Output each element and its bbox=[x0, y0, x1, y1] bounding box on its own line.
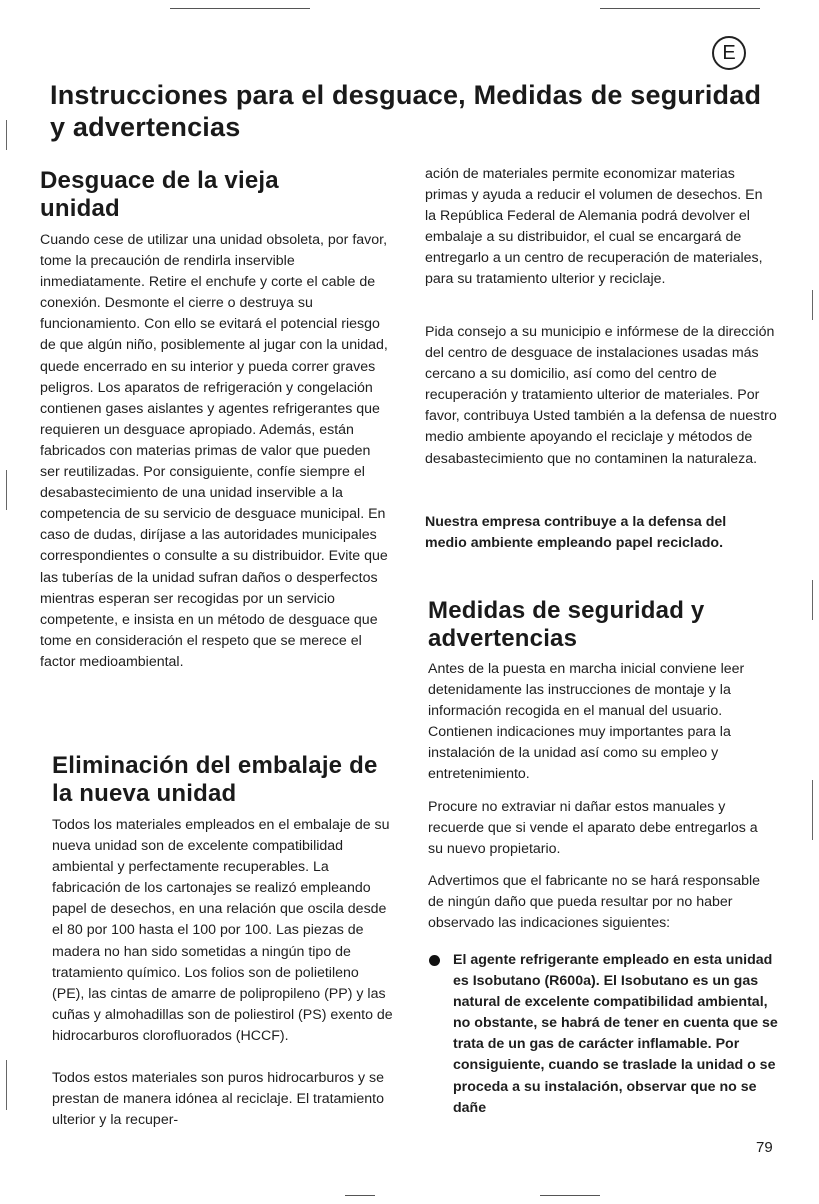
top-rule bbox=[170, 8, 310, 9]
bullet-item-refrigerant bbox=[425, 950, 779, 1119]
bottom-rule bbox=[540, 1195, 600, 1196]
packaging-paragraph-2: Todos estos materiales son puros hidrocarburos y se prestan de manera idónea al reciclaje. El tratamiento ulterior y la recuper- bbox=[52, 1070, 385, 1129]
bottom-rule bbox=[345, 1195, 375, 1196]
section-heading-packaging: Eliminación del embalaje de la nueva unidad bbox=[52, 752, 378, 808]
packaging-paragraph: Todos los materiales empleados en el embalaje de su nueva unidad son de excelente compatibilidad ambiental y perfectamente recuperables. La fabricación de los cartonajes se realizó empleando papel de desechos, en una relación que oscila desde el 80 por 100 hasta el 100 por 100. Las piezas de madera no han sido sometidas a ningún tipo de tratamiento químico. Los folios son de polietileno (PE), las cintas de amarre de polipropileno (PP) y las cuñas y almohadillas son de poliestirol (PS) exento de hidrocarburos clorofluorados (HCCF). bbox=[52, 817, 393, 1044]
right-edge-mark bbox=[812, 780, 813, 840]
bullet-text: El agente refrigerante empleado en esta unidad es Isobutano (R600a). El Isobutano es un gas natural de excelente compatibilidad ambiental, no obstante, se habrá de tener en cuenta que se trata de un gas de carácter inflamable. Por consiguiente, cuando se traslade la unidad o se proceda a su instalación, observar que no se dañe bbox=[453, 952, 778, 1116]
liability-paragraph: Advertimos que el fabricante no se hará responsable de ningún daño que pueda resultar por no haber observado las indicaciones siguientes: bbox=[428, 873, 761, 932]
disposal-paragraph: Cuando cese de utilizar una unidad obsoleta, por favor, tome la precaución de rendirla inservible inmediatamente. Retire el enchufe y corte el cable de conexión. Desmonte el cierre o destruya su funcionamiento. Con ello se evitará el potencial riesgo de que algún niño, posiblemente al jugar con la unidad, quede encerrado en su interior y pueda correr graves peligros. Los aparatos de refrigeración y congelación contienen gases aislantes y agentes refrigerantes que requieren un desguace apropiado. Además, están fabricados con materias primas de valor que pueden ser reutilizadas. Por consiguiente, confíe siempre el desabastecimiento de una unidad inservible a la competencia de su servicio de desguace municipal. En caso de dudas, diríjase a las autoridades municipales correspondientes o consulte a su distribuidor. Evite que las tuberías de la unidad sufran daños o desperfectos mientras esperan ser recogidas por un servicio competente, e insista en un método de desguace que tome en consideración el respeto que se merece el factor medioambiental. bbox=[40, 232, 388, 670]
recycled-paper-statement: Nuestra empresa contribuye a la defensa del medio ambiente empleando papel reciclado. bbox=[425, 514, 727, 552]
section-heading-disposal: Desguace de la vieja unidad bbox=[40, 167, 279, 223]
recycling-paragraph: ación de materiales permite economizar materias primas y ayuda a reducir el volumen de desechos. En la República Federal de Alemania podrá devolver el embalaje a su distribuidor, el cual se encargará de entregarlo a un centro de recuperación de materiales, para su tratamiento ulterior y reciclaje. bbox=[425, 166, 763, 288]
language-badge: E bbox=[712, 36, 746, 70]
section-heading-safety: Medidas de seguridad y advertencias bbox=[428, 597, 705, 653]
left-edge-mark bbox=[6, 1060, 7, 1110]
left-edge-mark bbox=[6, 120, 7, 150]
left-edge-mark bbox=[6, 470, 7, 510]
manual-keep-paragraph: Procure no extraviar ni dañar estos manuales y recuerde que si vende el aparato debe entregarlos a su nuevo propietario. bbox=[428, 799, 758, 858]
bullet-dot-icon bbox=[429, 955, 440, 966]
right-edge-mark bbox=[812, 290, 813, 320]
municipal-advice-paragraph: Pida consejo a su municipio e infórmese de la dirección del centro de desguace de instalaciones usadas más cercano a su domicilio, así como del centro de recuperación y tratamiento ulterior de materiales. Por favor, contribuya Usted también a la defensa de nuestro medio ambiente apoyando el reciclaje y métodos de desabastecimiento que no contaminen la naturaleza. bbox=[425, 324, 777, 467]
right-edge-mark bbox=[812, 580, 813, 620]
page-number: 79 bbox=[756, 1139, 773, 1156]
page-title: Instrucciones para el desguace, Medidas de seguridad y advertencias bbox=[50, 80, 762, 142]
top-rule bbox=[600, 8, 760, 9]
safety-paragraph: Antes de la puesta en marcha inicial conviene leer detenidamente las instrucciones de montaje y la información recogida en el manual del usuario. Contienen indicaciones muy importantes para la instalación de la unidad así como su empleo y entretenimiento. bbox=[428, 661, 745, 783]
